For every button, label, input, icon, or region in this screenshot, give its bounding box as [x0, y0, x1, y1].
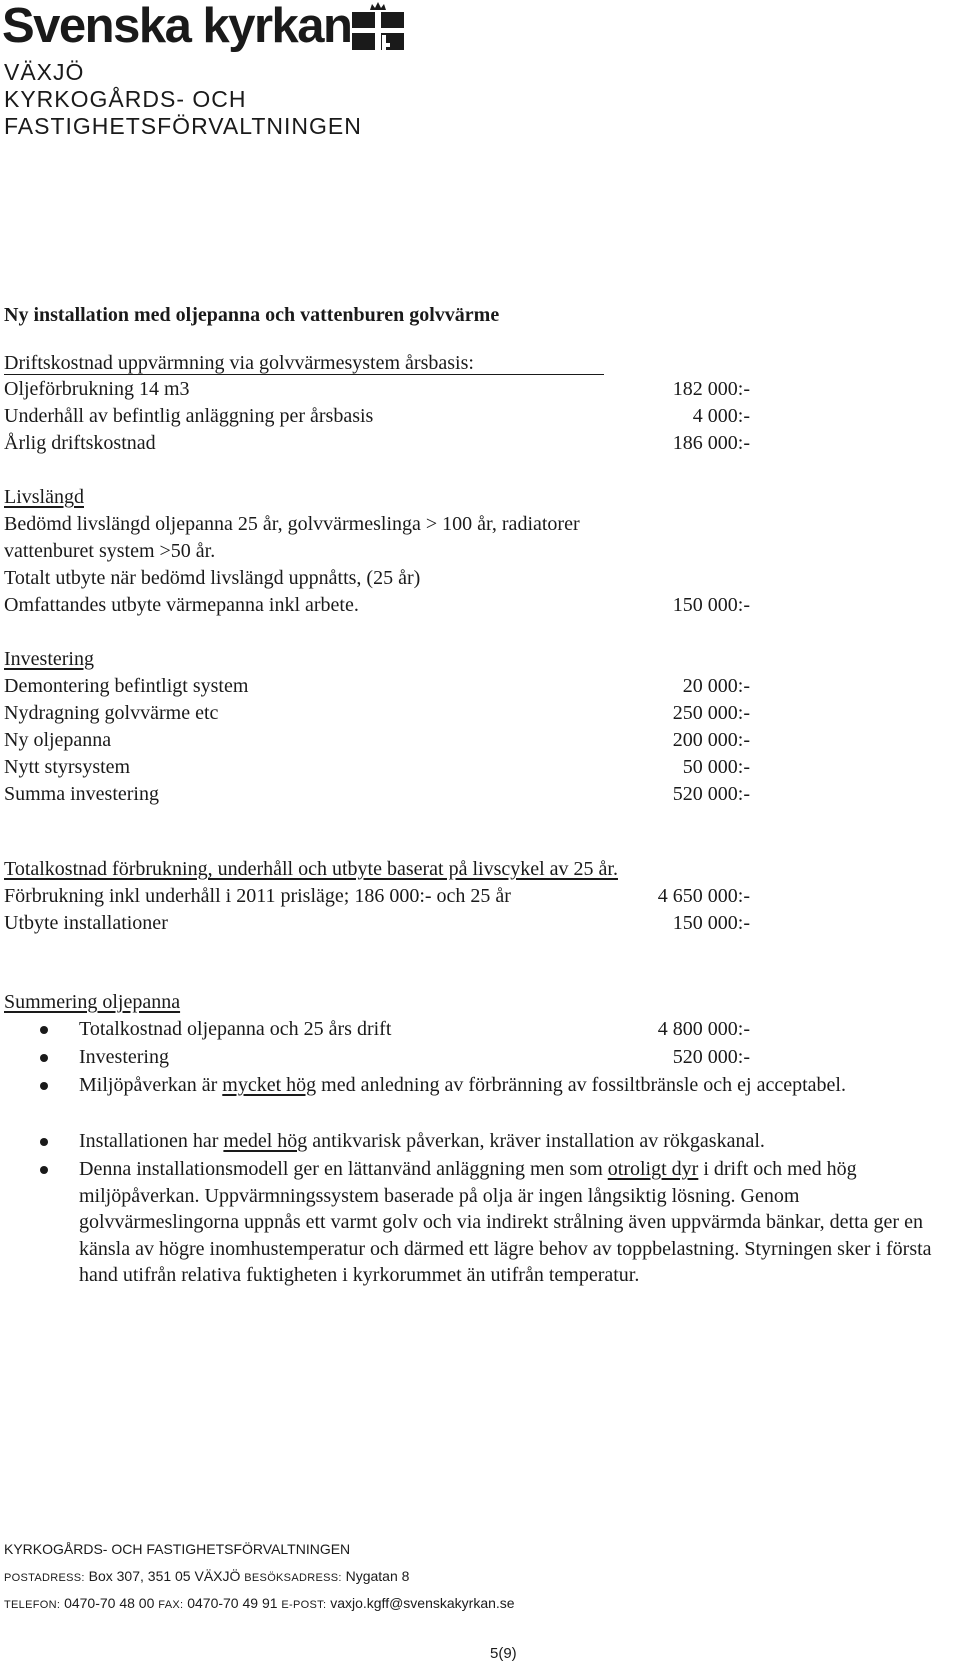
investering-row-label: Demontering befintligt system	[4, 675, 249, 697]
bullet-dot	[40, 1026, 48, 1034]
driftskostnad-row-label: Underhåll av befintlig anläggning per årsbasis	[4, 405, 374, 427]
investering-row-label: Nytt styrsystem	[4, 756, 131, 778]
emphasis-underlined: medel hög	[223, 1130, 308, 1152]
livslangd-line: Bedömd livslängd oljepanna 25 år, golvvärmeslinga > 100 år, radiatorer	[4, 513, 580, 535]
driftskostnad-row-amount: 4 000:-	[692, 405, 750, 427]
footer-org: KYRKOGÅRDS- OCH FASTIGHETSFÖRVALTNINGEN	[4, 1541, 351, 1557]
totalkostnad-row-label: Förbrukning inkl underhåll i 2011 prisläge; 186 000:- och 25 år	[4, 885, 511, 907]
document-title: Ny installation med oljepanna och vattenburen golvvärme	[4, 304, 500, 326]
page-number: 5(9)	[490, 1645, 517, 1662]
unit-line-2: KYRKOGÅRDS- OCH	[4, 86, 247, 112]
investering-row-label: Ny oljepanna	[4, 729, 112, 751]
emphasis-underlined: mycket hög	[222, 1074, 317, 1096]
unit-line-1: VÄXJÖ	[4, 59, 85, 85]
livslangd-heading: Livslängd	[4, 486, 84, 508]
investering-row-amount: 20 000:-	[682, 675, 750, 697]
bullet-dot	[40, 1054, 48, 1062]
driftskostnad-heading-rule	[4, 374, 604, 375]
investering-row-amount: 50 000:-	[682, 756, 750, 778]
driftskostnad-row-amount: 182 000:-	[672, 378, 750, 400]
totalkostnad-row-amount: 150 000:-	[672, 912, 750, 934]
footer-email: vaxjo.kgff@svenskakyrkan.se	[330, 1595, 515, 1611]
emphasis-underlined: otroligt dyr	[607, 1158, 699, 1180]
bullet-dot	[40, 1082, 48, 1090]
totalkostnad-heading: Totalkostnad förbrukning, underhåll och utbyte baserat på livscykel av 25 år.	[4, 858, 618, 880]
livslangd-amount: 150 000:-	[672, 594, 750, 616]
unit-line-3: FASTIGHETSFÖRVALTNINGEN	[4, 113, 362, 139]
livslangd-line: Totalt utbyte när bedömd livslängd uppnåtts, (25 år)	[4, 567, 421, 589]
bullet-dot	[40, 1166, 48, 1174]
brand-name: Svenska kyrkan	[2, 0, 352, 53]
summering-item-text: Miljöpåverkan är mycket hög med anledning av förbränning av fossiltbränsle och ej acceptabel.	[79, 1074, 846, 1096]
driftskostnad-heading: Driftskostnad uppvärmning via golvvärmesystem årsbasis:	[4, 352, 474, 374]
summering-item-text: Installationen har medel hög antikvarisk påverkan, kräver installation av rökgaskanal.	[79, 1130, 765, 1152]
church-crown-cross-icon	[352, 2, 404, 52]
investering-row-amount: 200 000:-	[672, 729, 750, 751]
investering-row-label: Summa investering	[4, 783, 159, 805]
investering-row-amount: 250 000:-	[672, 702, 750, 724]
driftskostnad-row-amount: 186 000:-	[672, 432, 750, 454]
summering-item-amount: 4 800 000:-	[657, 1018, 750, 1040]
summering-item-text: Denna installationsmodell ger en lättanvänd anläggning men som otroligt dyr i drift och med hög miljöpåverkan. Uppvärmningssystem baserade på olja är ingen långsiktig lösning. Genom golvvärmeslingorna uppnås ett varmt golv och via indirekt strålning även uppvärmda bänkar, detta ger en känsla av högre inomhustemperatur och därmed ett lägre behov av toppbelastning. Styrningen sker i första hand utifrån relativa fuktigheten i kyrkorummet än utifrån temperatur.	[79, 1158, 932, 1286]
driftskostnad-row-label: Årlig driftskostnad	[4, 432, 156, 454]
investering-row-label: Nydragning golvvärme etc	[4, 702, 219, 724]
summering-item-label: Totalkostnad oljepanna och 25 års drift	[79, 1018, 392, 1040]
driftskostnad-row-label: Oljeförbrukning 14 m3	[4, 378, 190, 400]
footer-address-line: POSTADRESS: Box 307, 351 05 VÄXJÖ BESÖKSADRESS: Nygatan 8	[4, 1568, 410, 1584]
summering-item-label: Investering	[79, 1046, 169, 1068]
totalkostnad-row-label: Utbyte installationer	[4, 912, 168, 934]
investering-heading: Investering	[4, 648, 94, 670]
livslangd-line: Omfattandes utbyte värmepanna inkl arbete.	[4, 594, 359, 616]
bullet-dot	[40, 1138, 48, 1146]
footer-contact-line: TELEFON: 0470-70 48 00 FAX: 0470-70 49 91 E-POST: vaxjo.kgff@svenskakyrkan.se	[4, 1595, 515, 1611]
investering-row-amount: 520 000:-	[672, 783, 750, 805]
livslangd-line: vattenburet system >50 år.	[4, 540, 216, 562]
summering-heading: Summering oljepanna	[4, 991, 181, 1013]
totalkostnad-row-amount: 4 650 000:-	[657, 885, 750, 907]
summering-item-amount: 520 000:-	[672, 1046, 750, 1068]
